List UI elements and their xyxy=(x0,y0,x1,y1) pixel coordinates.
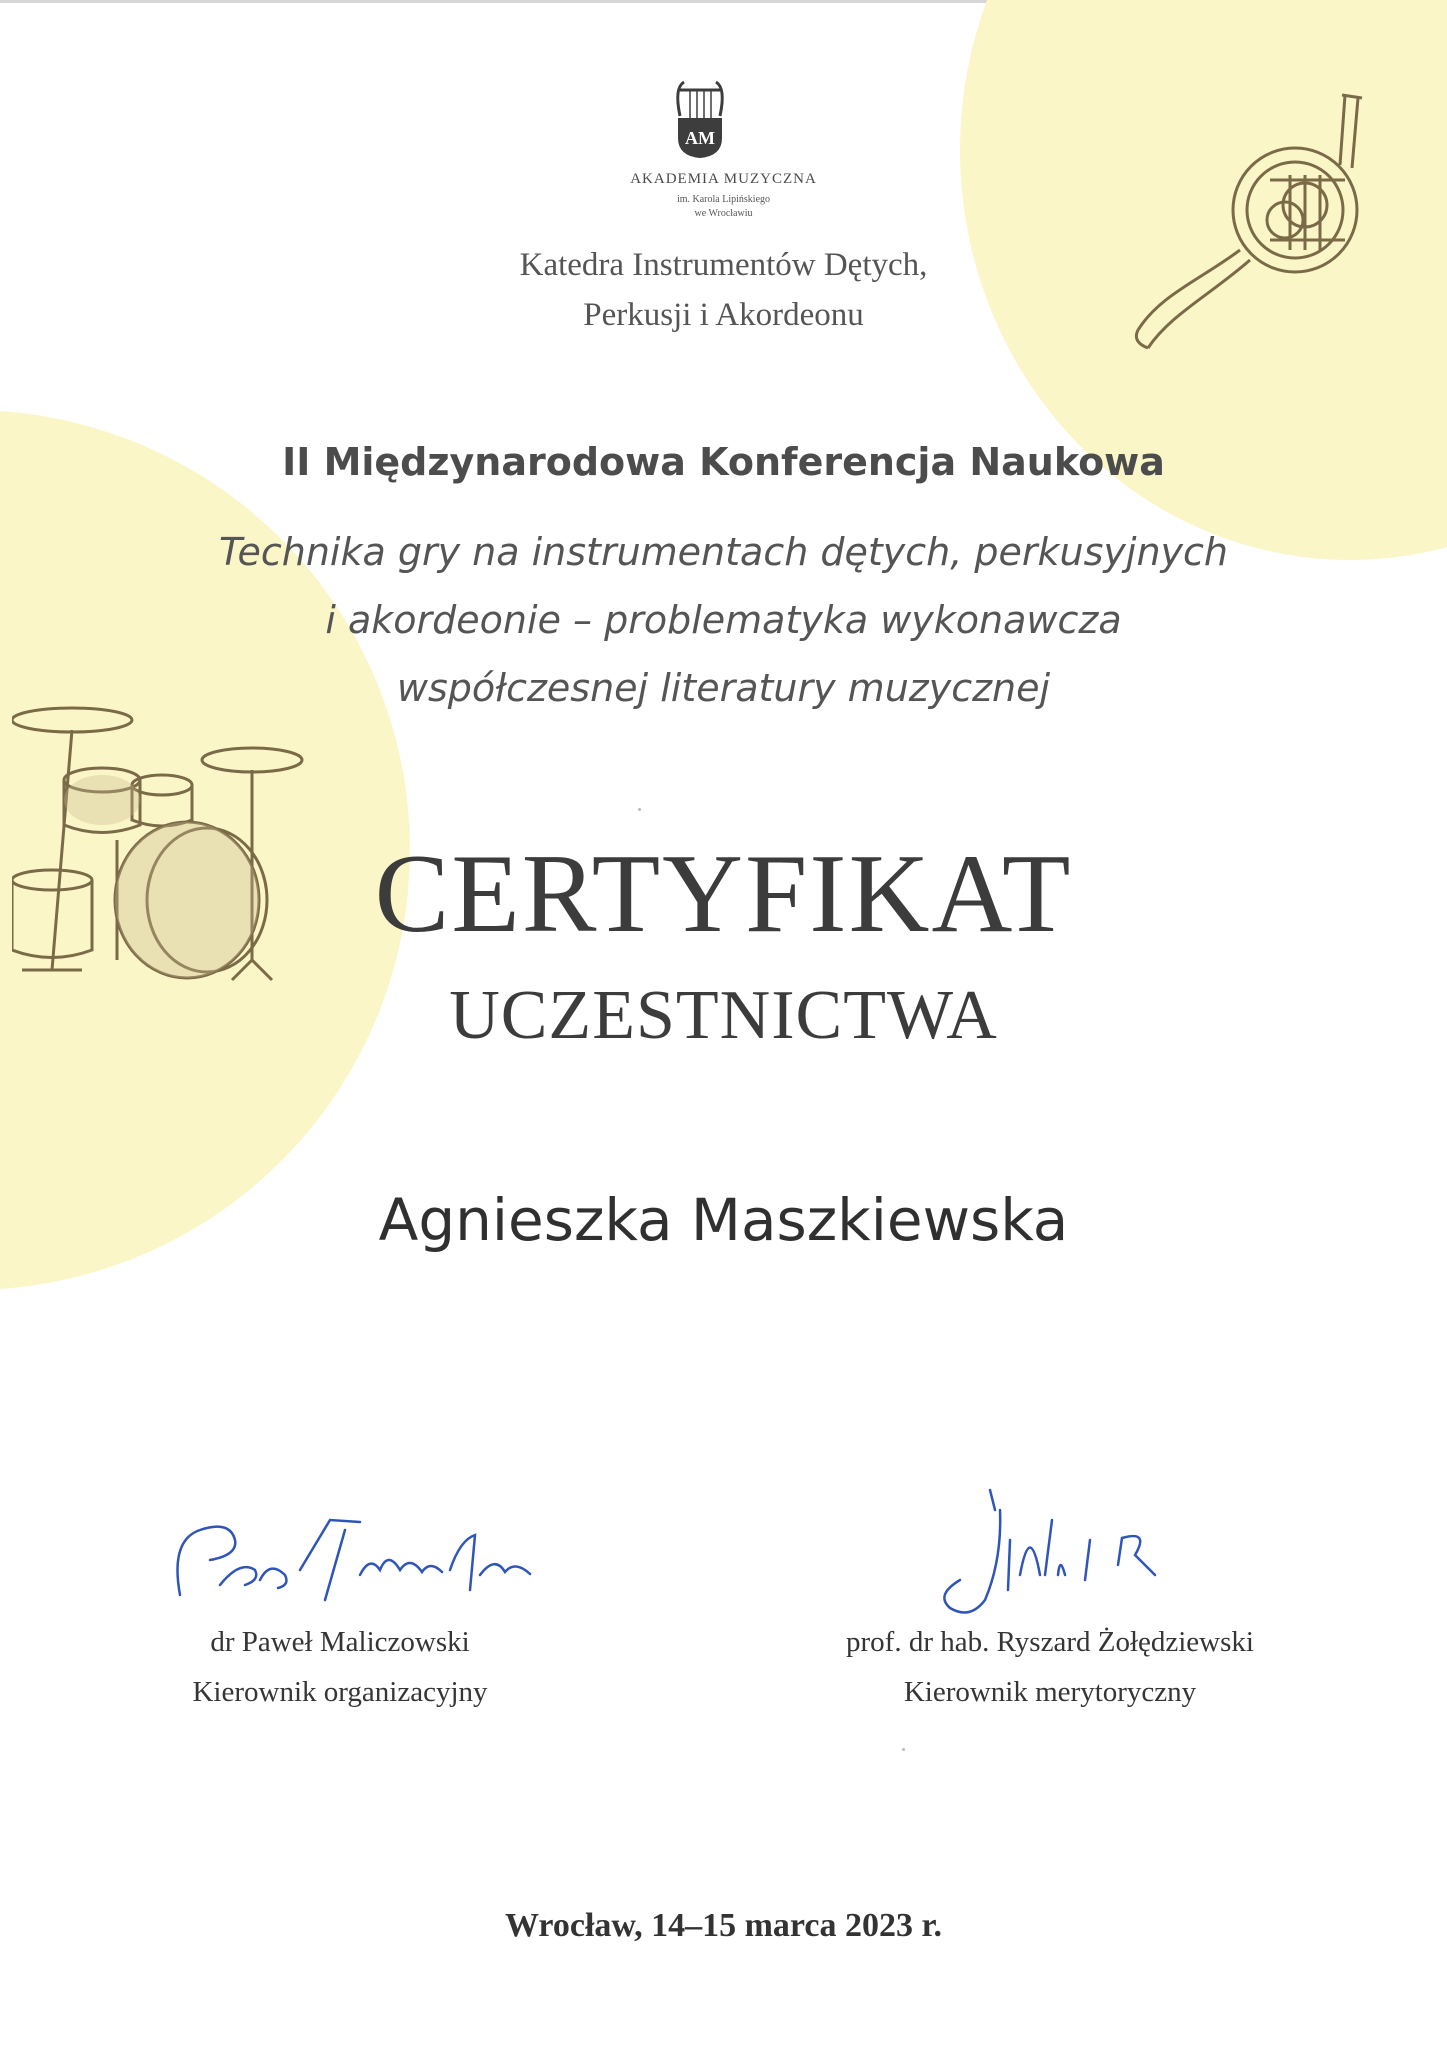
conference-theme-line2: i akordeonie – problematyka wykonawcza xyxy=(325,598,1122,642)
department-line1: Katedra Instrumentów Dętych, xyxy=(519,247,928,283)
signature-block-left xyxy=(80,1500,600,1730)
handwritten-signature-left xyxy=(160,1500,580,1610)
recipient-name: Agnieszka Maszkiewska xyxy=(378,1186,1069,1254)
certificate-title: CERTYFIKAT xyxy=(374,832,1073,956)
academy-city: we Wrocławiu xyxy=(694,208,753,219)
signature-block-right xyxy=(740,1480,1360,1730)
certificate-subtitle: UCZESTNICTWA xyxy=(449,977,998,1054)
speck xyxy=(902,1748,905,1751)
logo-monogram: AM xyxy=(685,128,715,148)
signatory-right-role: Kierownik merytoryczny xyxy=(903,1676,1197,1708)
handwritten-signature-right xyxy=(890,1480,1190,1630)
department-line2: Perkusji i Akordeonu xyxy=(583,297,864,333)
signatory-left-name: dr Paweł Maliczowski xyxy=(210,1626,470,1658)
conference-theme-line3: współczesnej literatury muzycznej xyxy=(396,666,1051,710)
academy-name: AKADEMIA MUZYCZNA xyxy=(630,171,817,187)
academy-patron: im. Karola Lipińskiego xyxy=(676,194,771,205)
lyre-logo-icon xyxy=(670,78,730,160)
conference-theme-line1: Technika gry na instrumentach dętych, perkusyjnych xyxy=(218,530,1229,574)
conference-title: II Międzynarodowa Konferencja Naukowa xyxy=(282,440,1165,484)
signatory-right-name: prof. dr hab. Ryszard Żołędziewski xyxy=(846,1626,1254,1658)
signatory-left-role: Kierownik organizacyjny xyxy=(192,1676,488,1708)
speck xyxy=(638,808,641,811)
place-and-date: Wrocław, 14–15 marca 2023 r. xyxy=(505,1907,942,1944)
